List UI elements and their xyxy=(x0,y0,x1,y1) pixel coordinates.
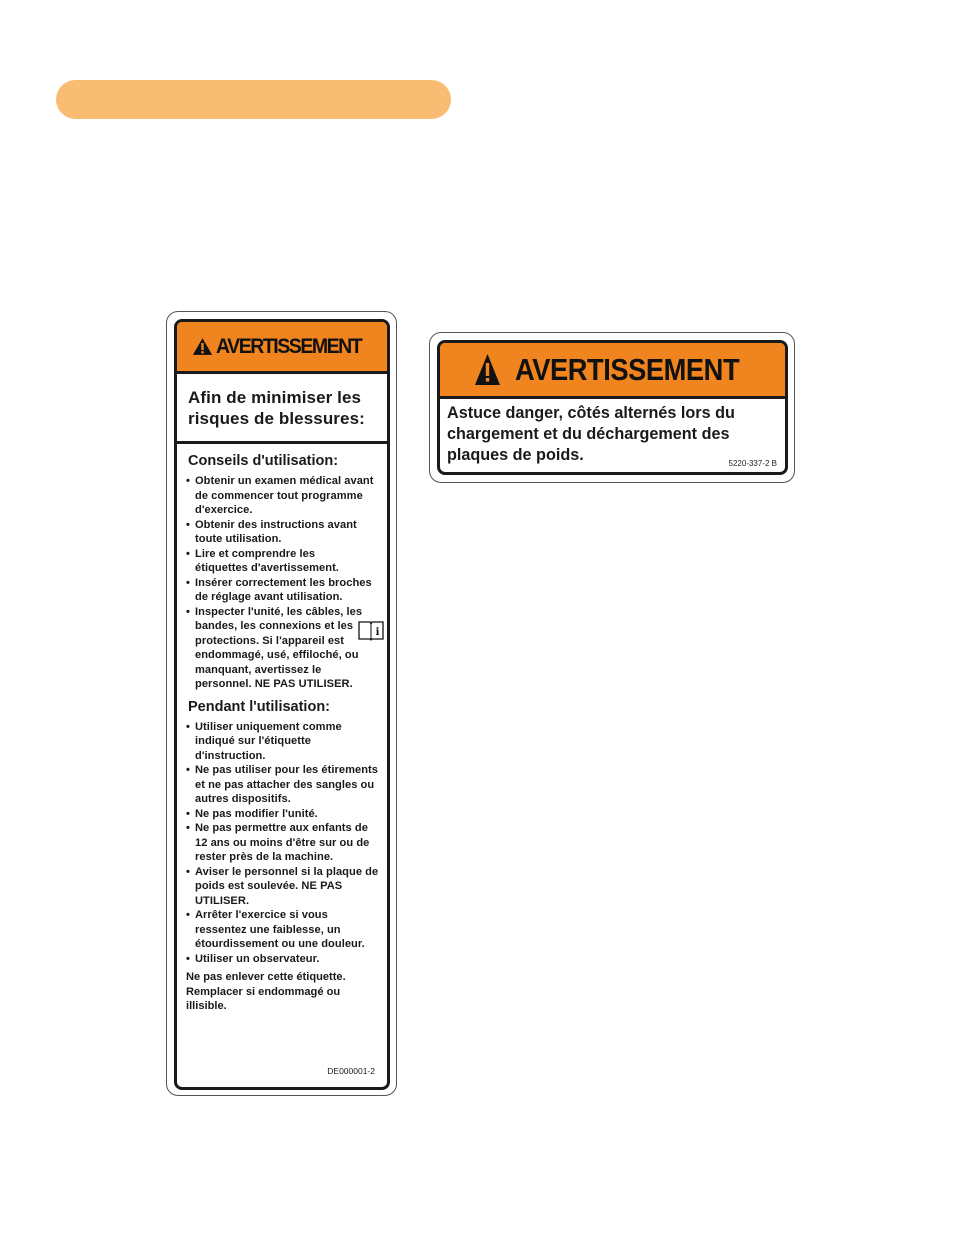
list-item: • Lire et comprendre les étiquettes d'avertissement. xyxy=(186,547,381,576)
label-code: 5220-337-2 B xyxy=(728,459,777,468)
section-header-bar xyxy=(56,80,451,119)
warning-subtitle xyxy=(177,374,387,444)
section-title-usage-tips: Conseils d'utilisation: xyxy=(188,453,339,469)
list-item: • Insérer correctement les broches de réglage avant utilisation. xyxy=(186,576,381,605)
warning-body xyxy=(177,444,387,1014)
warning-header xyxy=(440,343,785,399)
list-item: • Aviser le personnel si la plaque de poids est soulevée. NE PAS UTILISER. xyxy=(186,865,381,909)
list-item: • Arrêter l'exercice si vous ressentez une faiblesse, un étourdissement ou une douleur. xyxy=(186,908,381,952)
list-item: • Ne pas utiliser pour les étirements et ne pas attacher des sangles ou autres dispositifs. xyxy=(186,763,381,807)
svg-text:i: i xyxy=(375,627,380,638)
warning-triangle-icon xyxy=(192,337,213,356)
during-use-list xyxy=(186,720,381,967)
list-item: • Utiliser uniquement comme indiqué sur l'étiquette d'instruction. xyxy=(186,720,381,764)
usage-tips-list xyxy=(186,474,381,692)
warning-triangle-icon xyxy=(474,352,501,387)
manual-info-icon xyxy=(357,619,385,641)
label-code: DE000001-2 xyxy=(327,1066,375,1076)
list-item: • Ne pas modifier l'unité. xyxy=(186,807,381,822)
warning-label-wide xyxy=(437,340,788,475)
list-item: • Obtenir un examen médical avant de commencer tout programme d'exercice. xyxy=(186,474,381,518)
section-title-during-use: Pendant l'utilisation: xyxy=(188,698,331,715)
warning-body-text: Astuce danger, côtés alternés lors du chargement et du déchargement des plaques de poids. xyxy=(447,404,735,464)
warning-subtitle-text: Afin de minimiser les risques de blessures: xyxy=(188,387,365,428)
list-item: • Inspecter l'unité, les câbles, les bandes, les connexions et les protections. Si l'appareil est endommagé, usé, effiloché, ou manquant, avertissez le personnel. NE PAS UTILISER. xyxy=(186,605,381,692)
warning-header xyxy=(177,322,387,374)
list-item: • Obtenir des instructions avant toute utilisation. xyxy=(186,518,381,547)
warning-label-tall xyxy=(174,319,390,1090)
list-item: • Utiliser un observateur. xyxy=(186,952,381,967)
list-item: • Ne pas permettre aux enfants de 12 ans ou moins d'être sur ou de rester près de la machine. xyxy=(186,821,381,865)
warning-title: AVERTISSEMENT xyxy=(215,334,362,358)
label-retention-note: Ne pas enlever cette étiquette. Remplacer si endommagé ou illisible. xyxy=(186,971,346,1012)
warning-title: AVERTISSEMENT xyxy=(515,351,740,387)
